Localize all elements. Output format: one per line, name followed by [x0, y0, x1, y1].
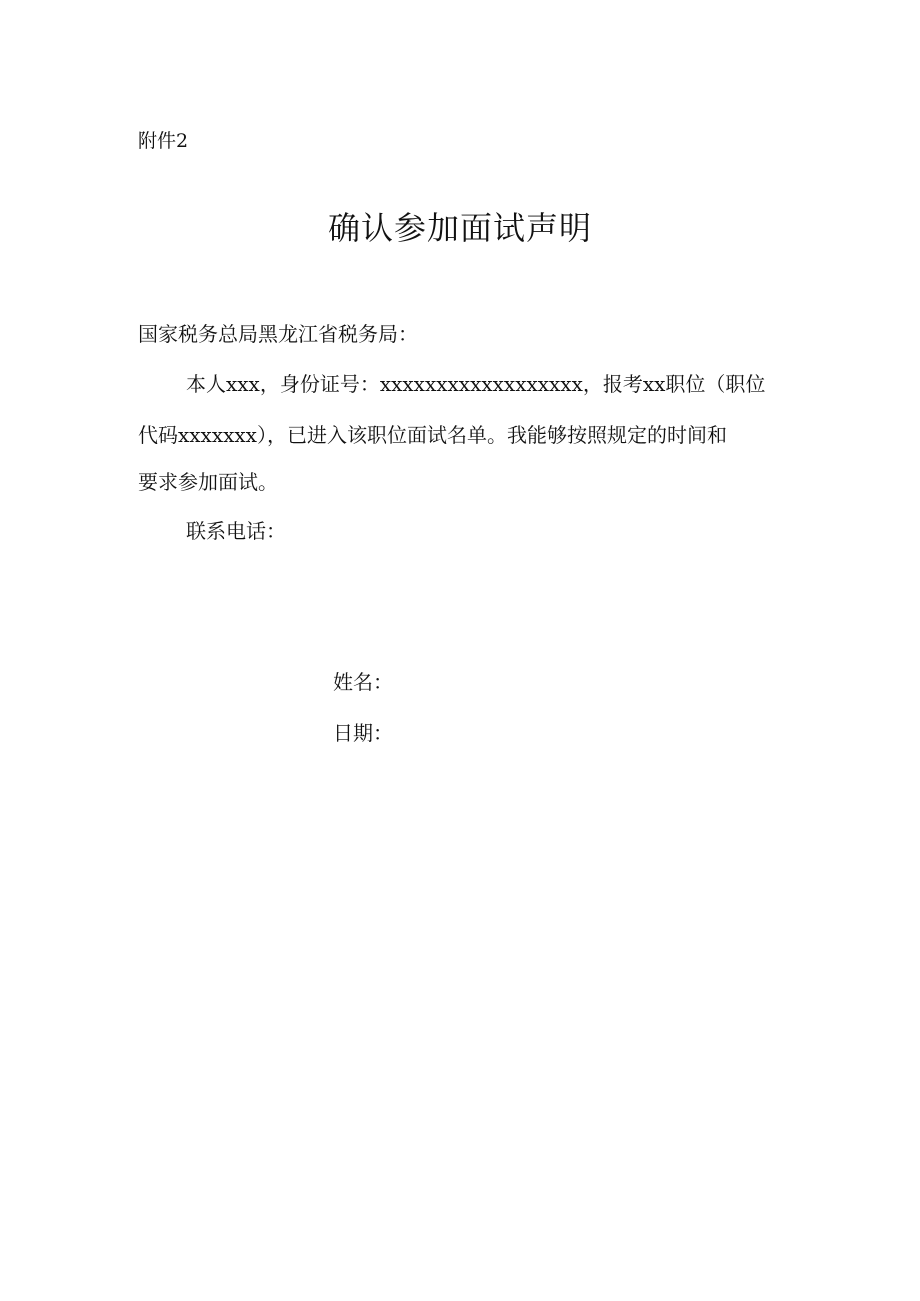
body-line-1: 本人xxx，身份证号：xxxxxxxxxxxxxxxxxx，报考xx职位（职位 — [186, 372, 766, 396]
name-label: 姓名： — [333, 670, 393, 694]
body-line-2: 代码xxxxxxx），已进入该职位面试名单。我能够按照规定的时间和 — [138, 423, 727, 447]
attachment-label: 附件2 — [138, 130, 189, 152]
recipient-line: 国家税务总局黑龙江省税务局： — [138, 322, 418, 346]
body-line-3: 要求参加面试。 — [138, 470, 278, 494]
page-title: 确认参加面试声明 — [327, 209, 592, 247]
date-label: 日期： — [333, 721, 393, 745]
contact-phone-label: 联系电话： — [186, 519, 286, 543]
